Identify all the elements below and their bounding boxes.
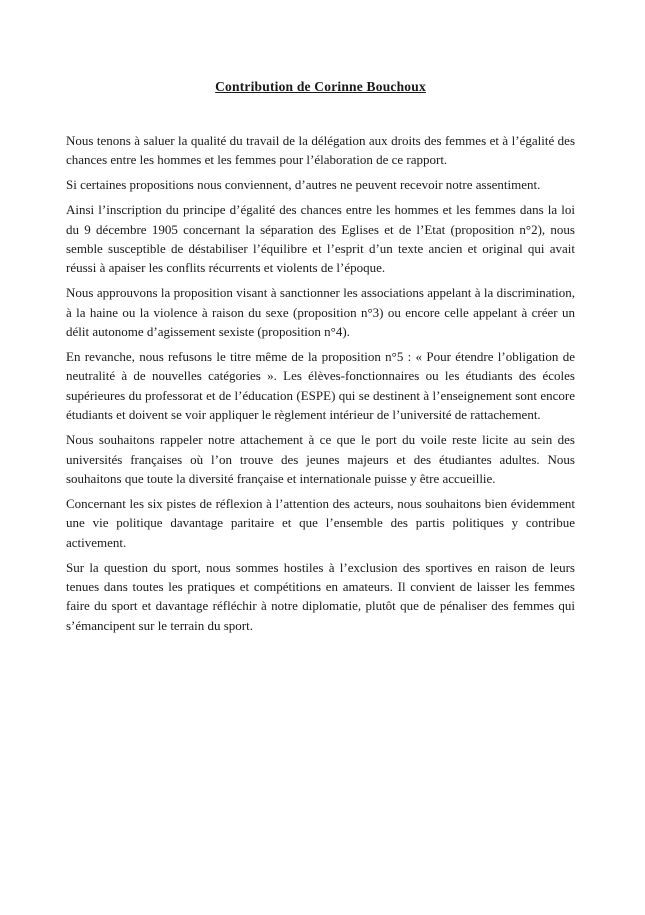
paragraph: Nous approuvons la proposition visant à sanctionner les associations appelant à la discrimination, à la haine ou la violence à raison du sexe (proposition n°3) ou encore celle appelant à créer un délit autonome d’agissement sexiste (proposition n°4).	[66, 285, 575, 340]
paragraph: Si certaines propositions nous conviennent, d’autres ne peuvent recevoir notre assentiment.	[66, 177, 541, 193]
paragraph: Concernant les six pistes de réflexion à l’attention des acteurs, nous souhaitons bien évidemment une vie politique davantage paritaire et que l’ensemble des partis politiques y contribue activement.	[66, 495, 575, 550]
document-title: Contribution de Corinne Bouchoux	[215, 79, 426, 94]
paragraph: En revanche, nous refusons le titre même de la proposition n°5 : « Pour étendre l’obligation de neutralité à de nouvelles catégories ». Les élèves-fonctionnaires ou les étudiants des écoles supérieures du professorat et de l’éducation (ESPE) qui se destinent à l’enseignement sont encore étudiants et doivent se voir appliquer le règlement intérieur de l’université de rattachement.	[66, 349, 575, 423]
paragraph: Nous tenons à saluer la qualité du travail de la délégation aux droits des femmes et à l’égalité des chances entre les hommes et les femmes pour l’élaboration de ce rapport.	[66, 133, 575, 168]
paragraph: Nous souhaitons rappeler notre attachement à ce que le port du voile reste licite au sein des universités françaises où l’on trouve des jeunes majeurs et des étudiantes adultes. Nous souhaitons que toute la diversité française et internationale puisse y être accueillie.	[66, 432, 575, 486]
paragraph: Ainsi l’inscription du principe d’égalité des chances entre les hommes et les femmes dans la loi du 9 décembre 1905 concernant la séparation des Eglises et de l’Etat (proposition n°2), nous semble susceptible de déstabiliser l’équilibre et l’esprit d’un texte ancien et original qui avait réussi à apaiser les conflits récurrents et violents de l’époque.	[66, 202, 575, 276]
paragraph: Sur la question du sport, nous sommes hostiles à l’exclusion des sportives en raison de leurs tenues dans toutes les pratiques et compétitions en amateurs. Il convient de laisser les femmes faire du sport et davantage réfléchir à notre diplomatie, plutôt que de pénaliser des femmes qui s’émancipent sur le terrain du sport.	[66, 559, 575, 633]
